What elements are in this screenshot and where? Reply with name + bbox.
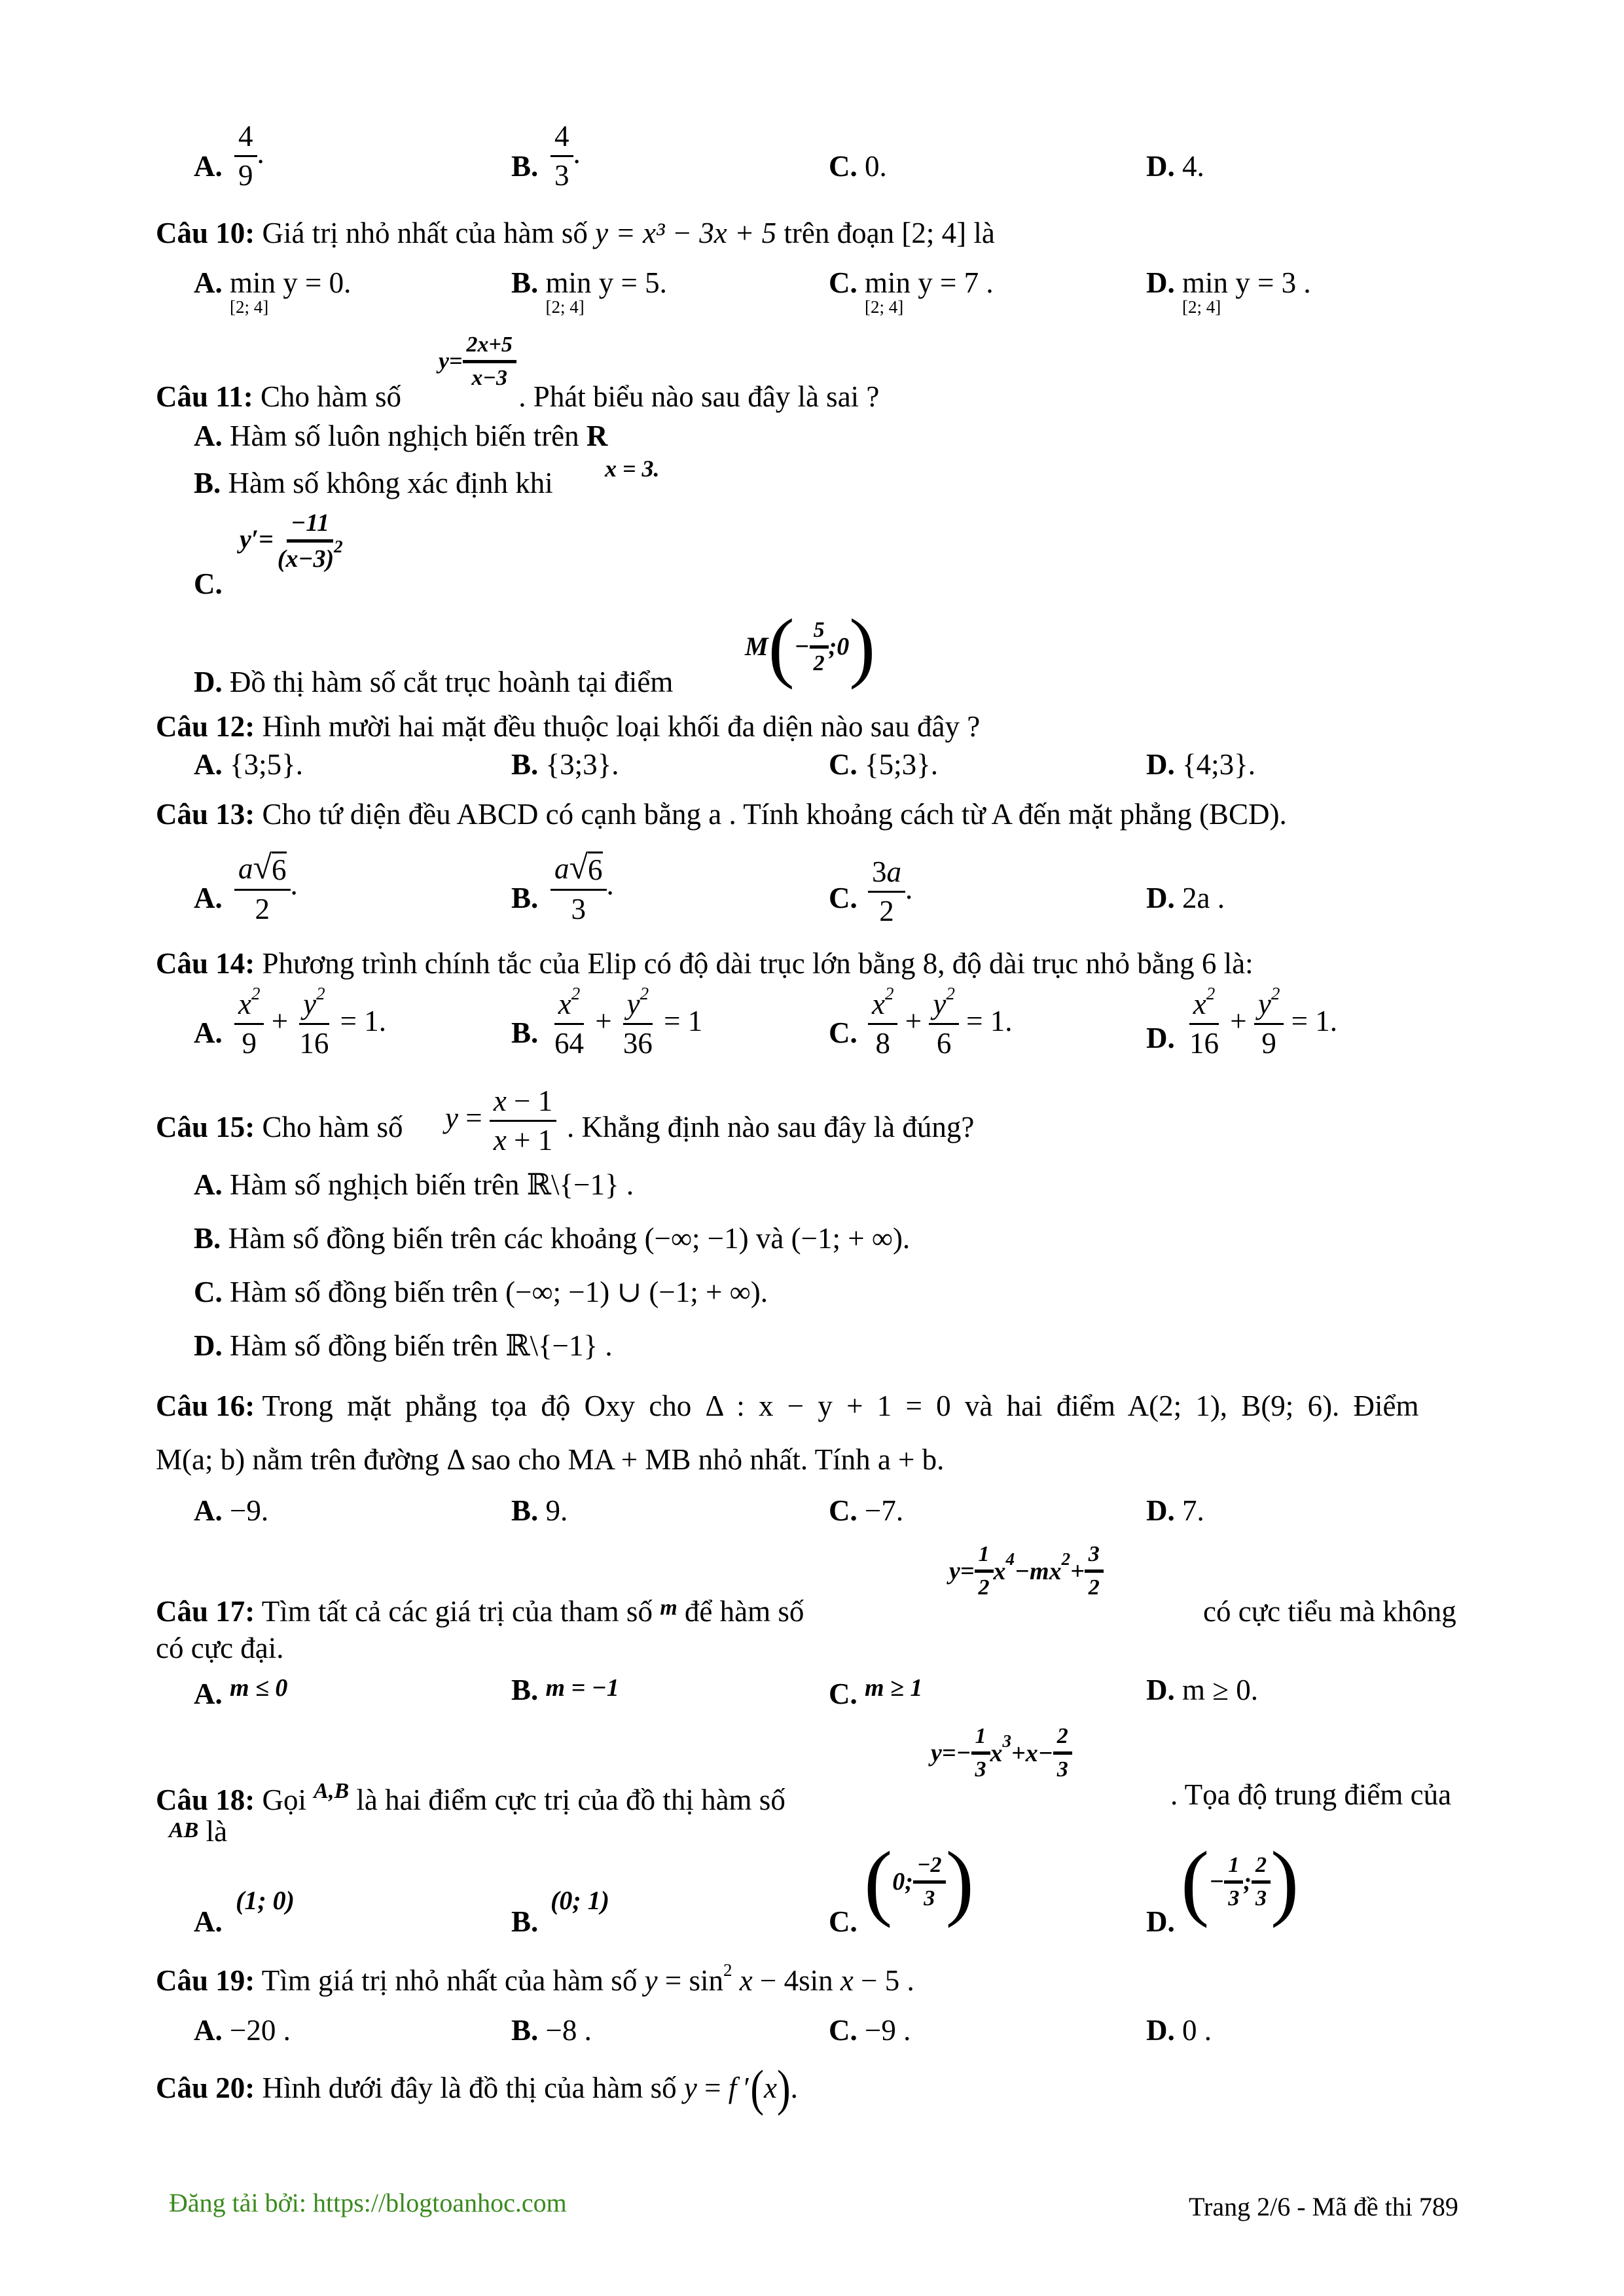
q11-d-label: D.: [194, 666, 223, 698]
q15-option-c: [194, 1278, 768, 1307]
q16-stem-2: [156, 1445, 944, 1475]
q9-b-label: B.: [511, 150, 539, 183]
footer-page-info: Trang 2/6 - Mã đề thi 789: [1189, 2192, 1458, 2221]
q11-d-text: Đồ thị hàm số cắt trục hoành tại điểm: [230, 666, 674, 698]
q11-stem: [156, 382, 879, 412]
q19-stem: [156, 1960, 914, 1997]
q11-label: Câu 11:: [156, 380, 253, 413]
q18-text: Gọi: [262, 1784, 307, 1816]
q10-formula: y = x³ − 3x + 5: [595, 217, 777, 249]
q19-d-text: 0 .: [1182, 2014, 1212, 2047]
q14-text: Phương trình chính tắc của Elip có độ dài trục lớn bằng 8, độ dài trục nhỏ bằng 6 là:: [262, 947, 1254, 980]
q11-option-b: [194, 469, 553, 498]
q16-c-label: C.: [829, 1494, 857, 1527]
q19-a-label: A.: [194, 2014, 223, 2047]
q20-text: Hình dưới đây là đồ thị của hàm số: [262, 2072, 677, 2104]
q19-b-label: B.: [511, 2014, 539, 2047]
q11-option-d: [194, 668, 673, 697]
q17-d-text: m ≥ 0.: [1182, 1674, 1258, 1706]
q13-c-formula: $\frac{3a}{2}$ .: [868, 857, 912, 926]
q10-text3: là: [973, 217, 995, 249]
q15-b-label: B.: [194, 1222, 221, 1255]
q14-c-label: C.: [829, 1016, 857, 1049]
q16-a-text: −9.: [230, 1494, 269, 1527]
q17-a-label: A.: [194, 1677, 223, 1710]
q11-a-text: Hàm số luôn nghịch biến trên: [230, 420, 579, 452]
q12-answers: [194, 750, 1437, 789]
q9-a-num: 4: [234, 122, 257, 157]
q12-label: Câu 12:: [156, 710, 255, 743]
q18-text2: là hai điểm cực trị của đồ thị hàm số: [356, 1784, 785, 1816]
q15-a-label: A.: [194, 1168, 223, 1201]
q19-label: Câu 19:: [156, 1964, 255, 1997]
q15-option-d: [194, 1331, 613, 1361]
q19-answers: [194, 2016, 1437, 2055]
q16-stem-1: [156, 1391, 1478, 1421]
q15-c-label: C.: [194, 1276, 223, 1308]
q18-formula: y=− $\frac{1}{3}$ $x^3+x-$ $\frac{2}{3}$: [931, 1725, 1072, 1781]
q17-answers: [194, 1676, 1437, 1715]
q13-b-formula: a √ 6 3 .: [550, 851, 614, 924]
q12-a-text: {3;5}.: [230, 748, 303, 781]
q10-c-text: min y = 7 .: [865, 266, 994, 299]
q19-a-text: −20 .: [230, 2014, 291, 2047]
q18-points-ab: A,B: [314, 1779, 350, 1803]
q19-text: Tìm giá trị nhỏ nhất của hàm số: [261, 1964, 638, 1997]
q15-label: Câu 15:: [156, 1111, 255, 1143]
q10-a-text: min y = 0.: [230, 266, 352, 299]
q10-b-label: B.: [511, 266, 539, 299]
q11-c-label: C.: [194, 567, 223, 600]
q13-d-label: D.: [1146, 882, 1175, 914]
q10-c-sub: [2; 4]: [865, 297, 904, 317]
q13-label: Câu 13:: [156, 798, 255, 831]
q10-text: Giá trị nhỏ nhất của hàm số: [262, 217, 588, 249]
q10-answers: [194, 268, 1437, 327]
q16-answers: [194, 1496, 1437, 1535]
q16-text2: M(a; b) nằm trên đường Δ sao cho MA + MB nhỏ nhất. Tính a + b.: [156, 1443, 945, 1476]
q18-label: Câu 18:: [156, 1784, 255, 1816]
q14-b-formula: $\frac{x^2}{64}$ + $\frac{y^2}{36}$ = 1: [554, 984, 703, 1060]
q10-d-sub: [2; 4]: [1182, 297, 1221, 317]
q14-a-label: A.: [194, 1016, 223, 1049]
q18-d-formula: (− $\frac{1}{3}$ ; $\frac{2}{3}$ ): [1181, 1835, 1299, 1929]
q9-c-text: 0.: [865, 150, 887, 183]
q17-text4: có cực đại.: [156, 1632, 284, 1664]
q9-d-text: 4.: [1182, 150, 1204, 183]
q17-b-text: m = −1: [545, 1674, 619, 1702]
q20-label: Câu 20:: [156, 2072, 255, 2104]
q15-text: Cho hàm số: [262, 1111, 403, 1143]
q18-text4: là: [206, 1815, 228, 1848]
q18-b-label: B.: [511, 1905, 539, 1938]
q15-c-text: Hàm số đồng biến trên (−∞; −1) ∪ (−1; + ∞).: [230, 1276, 768, 1308]
q12-text: Hình mười hai mặt đều thuộc loại khối đa diện nào sau đây ?: [262, 710, 981, 743]
q18-stem-1: [156, 1780, 1478, 1815]
q9-a-label: A.: [194, 150, 223, 183]
q11-b-label: B.: [194, 467, 221, 499]
q17-formula: y= $\frac{1}{2}$ $x^4-mx^2+$ $\frac{3}{2}$: [949, 1543, 1104, 1599]
q17-stem-1: [156, 1597, 1478, 1626]
q12-c-label: C.: [829, 748, 857, 781]
q12-b-label: B.: [511, 748, 539, 781]
q13-b-label: B.: [511, 882, 539, 914]
q16-c-text: −7.: [865, 1494, 904, 1527]
q18-d-label: D.: [1146, 1905, 1175, 1938]
q13-c-label: C.: [829, 882, 857, 914]
q18-b-text: (0; 1): [550, 1886, 609, 1915]
q19-c-label: C.: [829, 2014, 857, 2047]
q11-b-text: Hàm số không xác định khi: [228, 467, 553, 499]
q17-a-text: m ≤ 0: [230, 1674, 288, 1702]
q17-stem-2: [156, 1634, 284, 1663]
q17-text3: có cực tiểu mà không: [1203, 1595, 1456, 1628]
q11-b-formula: x = 3.: [605, 456, 660, 482]
q10-b-text: min y = 5.: [545, 266, 667, 299]
q18-a-label: A.: [194, 1905, 223, 1938]
q10-a-label: A.: [194, 266, 223, 299]
q17-label: Câu 17:: [156, 1595, 255, 1628]
q9-b-num: 4: [550, 122, 573, 157]
q16-b-label: B.: [511, 1494, 539, 1527]
q16-d-text: 7.: [1182, 1494, 1204, 1527]
q11-d-formula: M(− $\frac{5}{2}$ ;0): [745, 603, 876, 690]
q19-formula: $y = \sin^2 x - 4\sin$ x − 5 .: [644, 1960, 914, 1997]
q14-a-formula: $\frac{x^2}{9}$ + $\frac{y^2}{16}$ = 1.: [234, 990, 386, 1058]
q17-c-label: C.: [829, 1677, 857, 1710]
q18-segment-ab: AB: [169, 1818, 199, 1842]
q10-d-text: min y = 3 .: [1182, 266, 1311, 299]
q15-b-text: Hàm số đồng biến trên các khoảng (−∞; −1) và (−1; + ∞).: [228, 1222, 911, 1255]
q14-d-label: D.: [1146, 1022, 1175, 1054]
q13-stem: [156, 800, 1287, 829]
q11-option-a: [194, 422, 607, 451]
q18-c-label: C.: [829, 1905, 857, 1938]
q9-c-label: C.: [829, 150, 857, 183]
q10-label: Câu 10:: [156, 217, 255, 249]
q13-text: Cho tứ diện đều ABCD có cạnh bằng a . Tính khoảng cách từ A đến mặt phẳng (BCD).: [262, 798, 1287, 831]
q17-b-label: B.: [511, 1674, 539, 1706]
q11-option-c: [194, 569, 223, 599]
q15-text2: . Khẳng định nào sau đây là đúng?: [567, 1111, 975, 1143]
q15-d-label: D.: [194, 1329, 223, 1362]
q14-b-label: B.: [511, 1016, 539, 1049]
q13-answers: [194, 851, 1437, 936]
q16-d-label: D.: [1146, 1494, 1175, 1527]
q16-b-text: 9.: [545, 1494, 568, 1527]
q15-option-a: [194, 1170, 634, 1200]
q14-label: Câu 14:: [156, 947, 255, 980]
q15-formula: y = $\frac{x - 1}{x + 1}$: [445, 1086, 556, 1155]
q17-d-label: D.: [1146, 1674, 1175, 1706]
q19-b-text: −8 .: [545, 2014, 592, 2047]
q17-param-m: m: [660, 1596, 677, 1620]
q12-a-label: A.: [194, 748, 223, 781]
q14-d-formula: $\frac{x^2}{16}$ + $\frac{y^2}{9}$ = 1.: [1189, 984, 1338, 1060]
q15-a-text: Hàm số nghịch biến trên ℝ\{−1} .: [230, 1168, 634, 1201]
q10-b-sub: [2; 4]: [545, 297, 585, 317]
q10-interval: [2; 4]: [901, 217, 967, 249]
q11-text: Cho hàm số: [261, 380, 402, 413]
q10-text2: trên đoạn: [784, 217, 895, 249]
q9-d-label: D.: [1146, 150, 1175, 183]
q18-answers: [194, 1835, 1437, 1944]
q10-d-label: D.: [1146, 266, 1175, 299]
footer-source: Đăng tải bởi: https://blogtoanhoc.com: [169, 2188, 567, 2217]
q18-a-text: (1; 0): [236, 1886, 295, 1915]
q15-option-b: [194, 1224, 910, 1253]
q16-label: Câu 16:: [156, 1390, 255, 1422]
q20-formula: y = f ′(x).: [683, 2060, 798, 2117]
q13-d-text: 2a .: [1182, 882, 1225, 914]
q14-c-formula: $\frac{x^2}{8}$ + $\frac{y^2}{6}$ = 1.: [868, 990, 1013, 1058]
q12-d-text: {4;3}.: [1182, 748, 1255, 781]
q12-c-text: {5;3}.: [865, 748, 938, 781]
q10-stem: [156, 219, 995, 248]
q13-a-label: A.: [194, 882, 223, 914]
q12-b-text: {3;3}.: [545, 748, 619, 781]
q18-text3: . Tọa độ trung điểm của: [1170, 1778, 1452, 1811]
q11-c-formula: y′= $\frac{-11}{(x-3)^2}$: [240, 509, 343, 573]
q11-text2: . Phát biểu nào sau đây là sai ?: [518, 380, 880, 413]
q10-c-label: C.: [829, 266, 857, 299]
q11-a-label: A.: [194, 420, 223, 452]
q9-b-den: 3: [554, 159, 569, 192]
q12-d-label: D.: [1146, 748, 1175, 781]
q20-stem: [156, 2060, 798, 2117]
q13-a-formula: a √ 6 2 .: [234, 851, 298, 924]
q11-formula: y= $\frac{2x+5}{x-3}$: [439, 334, 516, 389]
q17-text2: để hàm số: [684, 1595, 804, 1628]
q10-a-sub: [2; 4]: [230, 297, 269, 317]
q14-stem: [156, 949, 1254, 978]
q17-c-text: m ≥ 1: [865, 1674, 923, 1702]
q18-c-formula: (0; $\frac{-2}{3}$ ): [864, 1835, 974, 1929]
q11-a-bold: R: [586, 420, 608, 452]
q15-d-text: Hàm số đồng biến trên ℝ\{−1} .: [230, 1329, 613, 1362]
q19-d-label: D.: [1146, 2014, 1175, 2047]
q14-answers: [194, 984, 1437, 1068]
q9-a-den: 9: [238, 159, 253, 192]
q17-text: Tìm tất cả các giá trị của tham số: [261, 1595, 653, 1628]
q19-c-text: −9 .: [865, 2014, 911, 2047]
q16-a-label: A.: [194, 1494, 223, 1527]
q12-stem: [156, 712, 980, 742]
q16-text: Trong mặt phẳng tọa độ Oxy cho Δ : x − y + 1 = 0 và hai điểm A(2; 1), B(9; 6). Điểm: [262, 1390, 1419, 1422]
